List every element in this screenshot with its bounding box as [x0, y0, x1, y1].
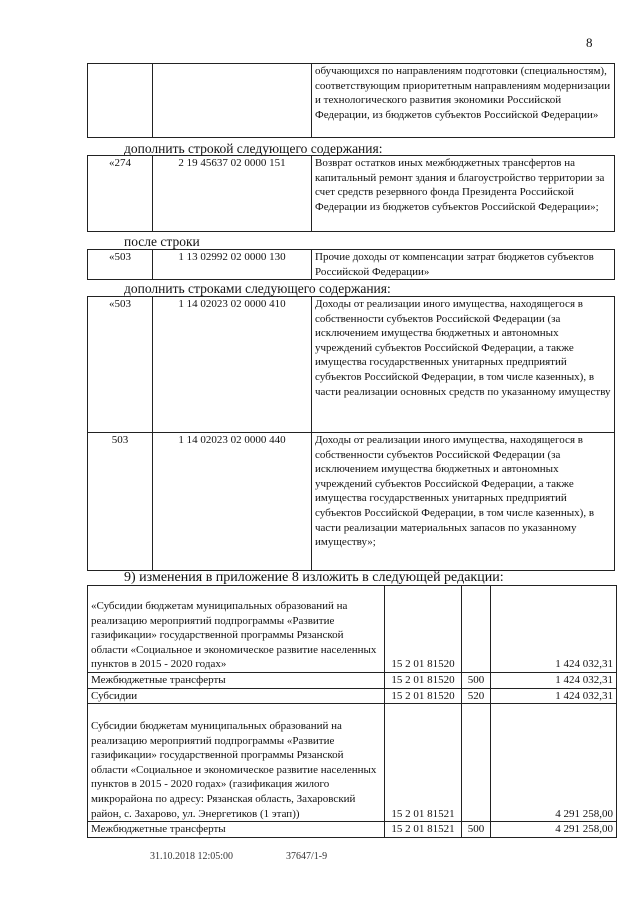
table-c [87, 249, 615, 280]
footer-doc-id: 37647/1-9 [286, 851, 328, 862]
cell-text: обучающихся по направлениям подготовки (специальностям), соответствующим приоритетным направлениям модернизации и технологического развития экономики Российской Федерации, из бюджетов субъектов Российской Федерации» [312, 64, 615, 138]
cell-num: 503 [88, 433, 153, 571]
cell-num [88, 64, 153, 138]
table-row [88, 822, 617, 838]
cell-text: Доходы от реализации иного имущества, находящегося в собственности субъектов Российской Федерации (за исключением имущества бюджетных и автономных учреждений субъектов Российской Федерации, а также имущества государственных унитарных предприятий субъектов Российской Федерации, в том числе казенных), в части реализации материальных запасов по указанному имуществу»; [312, 433, 615, 571]
cell-num: «503 [88, 297, 153, 433]
cell-name: «Субсидии бюджетам муниципальных образований на реализацию мероприятий подпрограммы «Развитие газификации» государственной программы Рязанской области «Социальное и экономическое развитие населенных пунктов в 2015 - 2020 годах» [88, 586, 385, 673]
cell-text: Возврат остатков иных межбюджетных трансфертов на капитальный ремонт здания и благоустройство территории за счет средств резервного фонда Президента Российской Федерации из бюджетов субъектов Российской Федерации»; [312, 156, 615, 232]
cell-code: 1 13 02992 02 0000 130 [153, 250, 312, 280]
table-row [88, 704, 617, 822]
cell-sum: 1 424 032,31 [491, 586, 617, 673]
footer-timestamp: 31.10.2018 12:05:00 [150, 851, 234, 862]
cell-vr: 520 [462, 688, 491, 704]
cell-code: 1 14 02023 02 0000 440 [153, 433, 312, 571]
cell-code: 15 2 01 81521 [385, 822, 462, 838]
table-row [88, 586, 617, 673]
intro-text-2: после строки [124, 234, 200, 249]
cell-code: 15 2 01 81521 [385, 704, 462, 822]
table-row [88, 250, 615, 280]
cell-sum: 1 424 032,31 [491, 673, 617, 689]
table-row [88, 297, 615, 433]
cell-name: Межбюджетные трансферты [88, 822, 385, 838]
cell-text: Доходы от реализации иного имущества, находящегося в собственности субъектов Российской Федерации (за исключением имущества бюджетных и автономных учреждений субъектов Российской Федерации, а также имущества государственных унитарных предприятий субъектов Российской Федерации, в том числе казенных), в части реализации основных средств по указанному имуществу [312, 297, 615, 433]
cell-code: 15 2 01 81520 [385, 673, 462, 689]
cell-name: Субсидии бюджетам муниципальных образований на реализацию мероприятий подпрограммы «Развитие газификации» государственной программы Рязанской области «Социальное и экономическое развитие населенных пунктов в 2015 - 2020 годах» (газификация жилого микрорайона по адресу: Рязанская область, Захаровский район, с. Захарово, ул. Энергетиков (1 этап)) [88, 704, 385, 822]
cell-name: Субсидии [88, 688, 385, 704]
cell-sum: 4 291 258,00 [491, 822, 617, 838]
table-row [88, 64, 615, 138]
cell-code: 1 14 02023 02 0000 410 [153, 297, 312, 433]
table-d [87, 296, 615, 571]
table-row [88, 673, 617, 689]
table-a [87, 63, 615, 138]
cell-sum: 1 424 032,31 [491, 688, 617, 704]
table-e [87, 585, 617, 838]
cell-code: 15 2 01 81520 [385, 586, 462, 673]
cell-vr [462, 704, 491, 822]
intro-text-1: дополнить строкой следующего содержания: [124, 141, 383, 156]
intro-text-3: дополнить строками следующего содержания: [124, 281, 391, 296]
table-row [88, 433, 615, 571]
cell-num: «274 [88, 156, 153, 232]
cell-code: 15 2 01 81520 [385, 688, 462, 704]
cell-vr [462, 586, 491, 673]
cell-sum: 4 291 258,00 [491, 704, 617, 822]
cell-code: 2 19 45637 02 0000 151 [153, 156, 312, 232]
cell-vr: 500 [462, 673, 491, 689]
cell-num: «503 [88, 250, 153, 280]
table-row [88, 688, 617, 704]
table-b [87, 155, 615, 232]
cell-text: Прочие доходы от компенсации затрат бюджетов субъектов Российской Федерации» [312, 250, 615, 280]
cell-code [153, 64, 312, 138]
table-row [88, 156, 615, 232]
page-number: 8 [586, 35, 593, 50]
cell-vr: 500 [462, 822, 491, 838]
intro-text-4: 9) изменения в приложение 8 изложить в следующей редакции: [124, 570, 504, 585]
cell-name: Межбюджетные трансферты [88, 673, 385, 689]
